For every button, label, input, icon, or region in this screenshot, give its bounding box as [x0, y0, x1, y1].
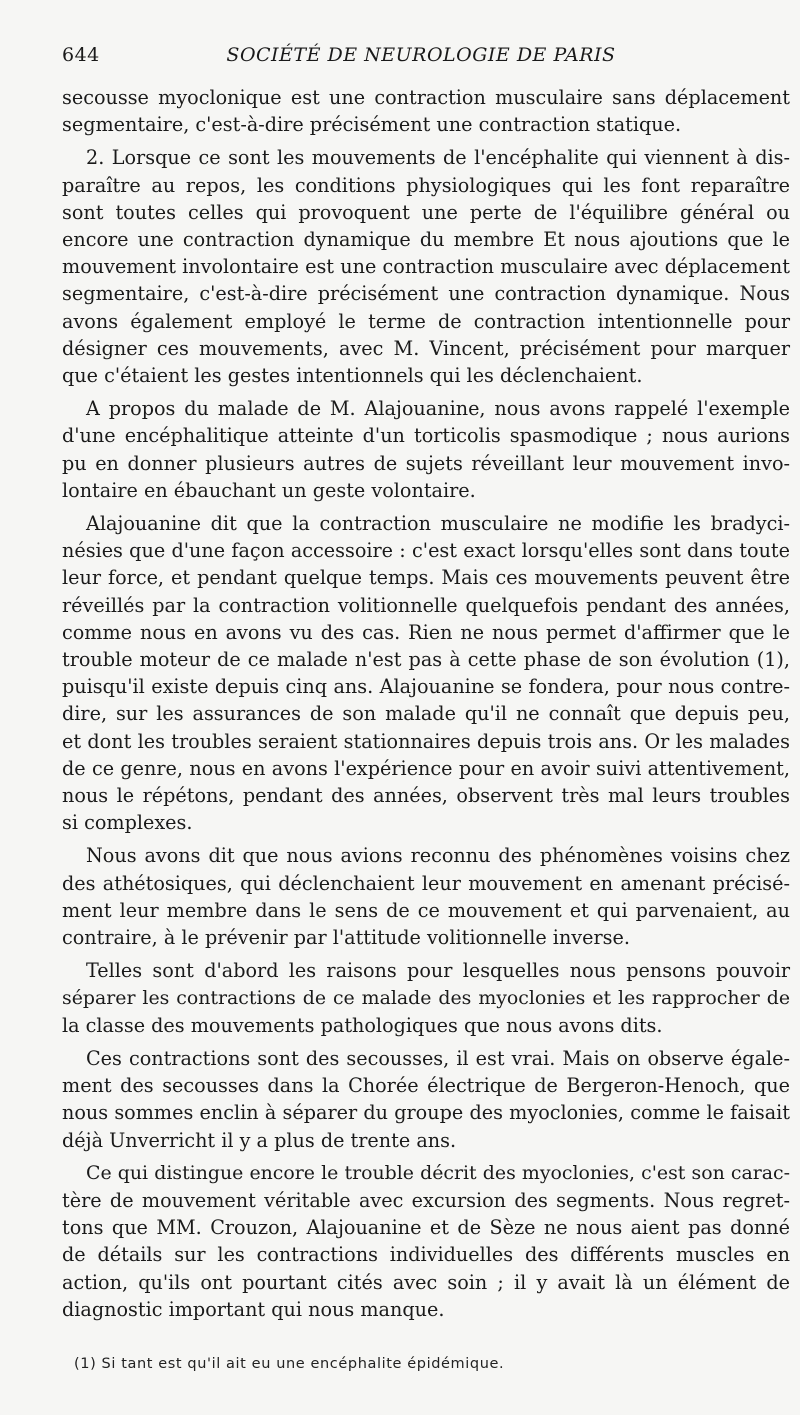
text-line: sont toutes celles qui provoquent une perte de l'équilibre général ou: [62, 200, 790, 224]
paragraph: [62, 84, 790, 138]
text-line: déjà Unverricht il y a plus de trente ans.: [62, 1128, 457, 1152]
text-line: encore une contraction dynamique du membre Et nous ajoutions que le: [62, 228, 790, 252]
text-line: leur force, et pendant quelque temps. Mais ces mouvements peuvent être: [62, 566, 790, 590]
paragraph: [62, 144, 790, 389]
text-line: Ces contractions sont des secousses, il est vrai. Mais on observe égale-: [86, 1046, 790, 1070]
text-line: réveillés par la contraction volitionnelle quelquefois pendant des années,: [62, 593, 790, 617]
text-line: de détails sur les contractions individuelles des différents muscles en: [62, 1243, 790, 1267]
text-line: dire, sur les assurances de son malade qu'il ne connaît que depuis peu,: [62, 702, 790, 726]
paragraph: [62, 842, 790, 951]
paragraph: [62, 957, 790, 1039]
text-line: des athétosiques, qui déclenchaient leur mouvement en amenant précisé-: [62, 871, 790, 895]
text-line: tère de mouvement véritable avec excursion des segments. Nous regret-: [62, 1188, 790, 1212]
paragraph: [62, 1160, 790, 1323]
footnote: (1) Si tant est qu'il ait eu une encéphalite épidémique.: [74, 1356, 505, 1372]
text-line: pu en donner plusieurs autres de sujets réveillant leur mouvement invo-: [62, 451, 790, 475]
text-line: Ce qui distingue encore le trouble décrit des myoclonies, c'est son carac-: [86, 1161, 790, 1184]
text-line: segmentaire, c'est-à-dire précisément une contraction dynamique. Nous: [62, 282, 790, 306]
text-line: si complexes.: [62, 811, 193, 835]
text-line: et dont les troubles seraient stationnaires depuis trois ans. Or les malades: [62, 729, 790, 753]
text-line: d'une encéphalitique atteinte d'un torticolis spasmodique ; nous aurions: [62, 424, 790, 448]
text-line: secousse myoclonique est une contraction musculaire sans déplacement: [62, 86, 790, 109]
text-line: avons également employé le terme de contraction intentionnelle pour: [62, 309, 790, 333]
paragraph: [62, 510, 790, 836]
text-line: ment leur membre dans le sens de ce mouvement et qui parvenaient, au: [62, 898, 790, 922]
text-line: Nous avons dit que nous avions reconnu des phénomènes voisins chez: [86, 844, 790, 868]
text-line: comme nous en avons vu des cas. Rien ne nous permet d'affirmer que le: [62, 620, 790, 644]
text-line: mouvement involontaire est une contraction musculaire avec déplacement: [62, 255, 790, 279]
text-line: action, qu'ils ont pourtant cités avec soin ; il y avait là un élément de: [62, 1270, 790, 1294]
text-line: diagnostic important qui nous manque.: [62, 1297, 445, 1321]
text-line: de ce genre, nous en avons l'expérience pour en avoir suivi attentivement,: [62, 756, 790, 780]
text-line: désigner ces mouvements, avec M. Vincent, précisément pour marquer: [62, 336, 790, 360]
text-line: Alajouanine dit que la contraction musculaire ne modifie les bradyci-: [86, 512, 790, 536]
running-head: SOCIÉTÉ DE NEUROLOGIE DE PARIS: [226, 44, 616, 66]
text-line: paraître au repos, les conditions physiologiques qui les font reparaître: [62, 173, 790, 197]
text-line: Telles sont d'abord les raisons pour lesquelles nous pensons pouvoir: [86, 959, 790, 983]
text-line: nous le répétons, pendant des années, observent très mal leurs troubles: [62, 784, 790, 808]
text-line: lontaire en ébauchant un geste volontaire.: [62, 478, 476, 502]
text-line: séparer les contractions de ce malade des myoclonies et les rapprocher de: [62, 986, 790, 1009]
text-line: que c'étaient les gestes intentionnels qui les déclenchaient.: [62, 364, 643, 388]
text-line: segmentaire, c'est-à-dire précisément une contraction statique.: [62, 113, 682, 137]
text-line: tons que MM. Crouzon, Alajouanine et de Sèze ne nous aient pas donné: [62, 1216, 790, 1240]
text-line: A propos du malade de M. Alajouanine, nous avons rappelé l'exemple: [86, 397, 790, 421]
body-text: [62, 84, 790, 1329]
text-line: la classe des mouvements pathologiques que nous avons dits.: [62, 1013, 663, 1037]
paragraph: [62, 395, 790, 504]
paragraph: [62, 1045, 790, 1154]
text-line: 2. Lorsque ce sont les mouvements de l'encéphalite qui viennent à dis-: [86, 146, 790, 170]
text-line: puisqu'il existe depuis cinq ans. Alajouanine se fondera, pour nous contre-: [62, 675, 790, 699]
text-line: nésies que d'une façon accessoire : c'est exact lorsqu'elles sont dans toute: [62, 539, 790, 563]
text-line: nous sommes enclin à séparer du groupe des myoclonies, comme le faisait: [62, 1101, 790, 1125]
page-number: 644: [62, 44, 100, 66]
text-line: trouble moteur de ce malade n'est pas à cette phase de son évolution (1),: [62, 648, 790, 672]
text-line: contraire, à le prévenir par l'attitude volitionnelle inverse.: [62, 926, 630, 950]
text-line: ment des secousses dans la Chorée électrique de Bergeron-Henoch, que: [62, 1074, 790, 1098]
page-header: [62, 44, 780, 74]
